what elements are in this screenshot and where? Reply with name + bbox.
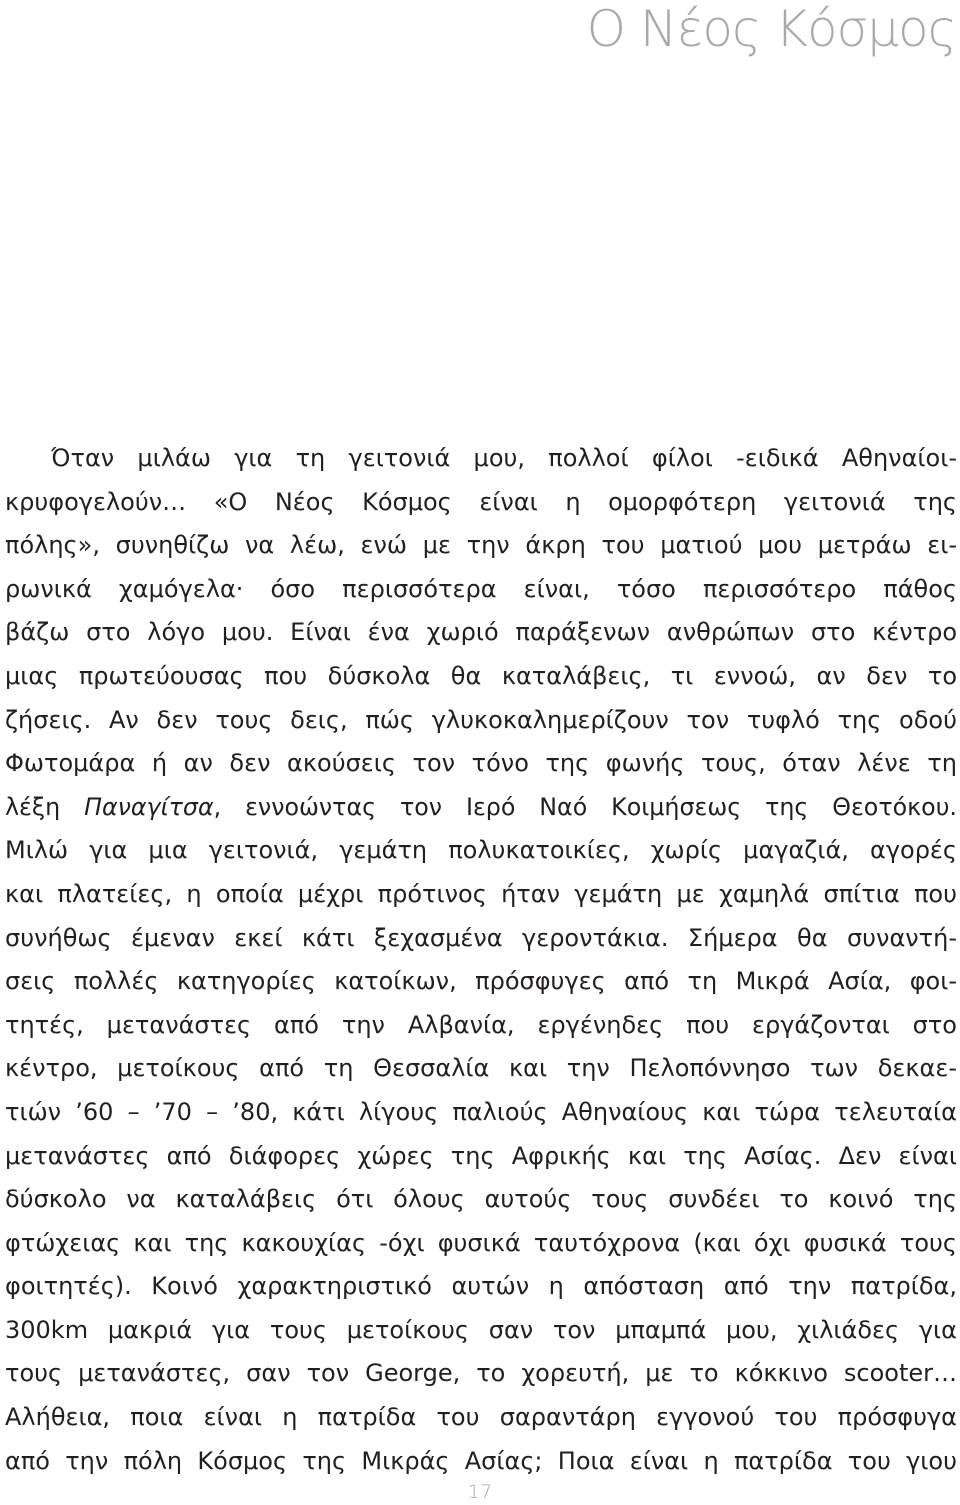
- text-line: μετανάστες από διάφορες χώρες της Αφρικής και της Ασίας. Δεν είναι: [5, 1141, 957, 1170]
- text-line: τους μετανάστες, σαν τον George, το χορευτή, με το κόκκινο scooter…: [5, 1359, 957, 1388]
- text-line: μιας πρωτεύουσας που δύσκολα θα καταλάβεις, τι εννοώ, αν δεν το: [5, 661, 957, 690]
- text-line: από την πόλη Κόσμος της Μικράς Ασίας; Ποια είναι η πατρίδα του γιου: [5, 1446, 957, 1475]
- text-line: [5, 786, 957, 830]
- text-run: , εννοώντας τον Ιερό Ναό Κοιμήσεως της Θεοτόκου.: [213, 792, 957, 821]
- text-line: 300km μακριά για τους μετοίκους σαν τον μπαμπά μου, χιλιάδες για: [5, 1315, 957, 1344]
- page-number: 17: [467, 1481, 493, 1503]
- text-line: βάζω στο λόγο μου. Είναι ένα χωριό παράξενων ανθρώπων στο κέντρο: [5, 618, 957, 647]
- text-line: συνήθως έμεναν εκεί κάτι ξεχασμένα γεροντάκια. Σήμερα θα συναντή-: [5, 923, 957, 952]
- text-line: και πλατείες, η οποία μέχρι πρότινος ήταν γεμάτη με χαμηλά σπίτια που: [5, 879, 957, 908]
- page-title: Ο Νέος Κόσμος: [586, 0, 956, 58]
- text-line: τιών ’60 – ’70 – ’80, κάτι λίγους παλιούς Αθηναίους και τώρα τελευταία: [5, 1097, 957, 1126]
- body-paragraph: [5, 437, 957, 1483]
- text-line: πόλης», συνηθίζω να λέω, ενώ με την άκρη του ματιού μου μετράω ει-: [5, 531, 957, 560]
- text-run: λέξη: [5, 792, 85, 821]
- text-line: ζήσεις. Αν δεν τους δεις, πώς γλυκοκαλημερίζουν τον τυφλό της οδού: [5, 705, 957, 734]
- text-line: τητές, μετανάστες από την Αλβανία, εργένηδες που εργάζονται στο: [5, 1010, 957, 1039]
- text-line: Φωτομάρα ή αν δεν ακούσεις τον τόνο της φωνής τους, όταν λένε τη: [5, 749, 957, 778]
- text-line: ρωνικά χαμόγελα· όσο περισσότερα είναι, τόσο περισσότερο πάθος: [5, 574, 957, 603]
- text-line: Όταν μιλάω για τη γειτονιά μου, πολλοί φίλοι -ειδικά Αθηναίοι-: [51, 444, 957, 472]
- text-line: φτώχειας και της κακουχίας -όχι φυσικά ταυτόχρονα (και όχι φυσικά τους: [5, 1228, 957, 1257]
- italic-word: Παναγίτσα: [84, 792, 214, 821]
- text-line: φοιτητές). Κοινό χαρακτηριστικό αυτών η απόσταση από την πατρίδα,: [5, 1272, 957, 1301]
- text-line: Μιλώ για μια γειτονιά, γεμάτη πολυκατοικίες, χωρίς μαγαζιά, αγορές: [5, 836, 957, 865]
- text-line: Αλήθεια, ποια είναι η πατρίδα του σαραντάρη εγγονού του πρόσφυγα: [5, 1403, 957, 1432]
- text-line: κέντρο, μετοίκους από τη Θεσσαλία και την Πελοπόννησο των δεκαε-: [5, 1054, 957, 1083]
- text-line: δύσκολο να καταλάβεις ότι όλους αυτούς τους συνδέει το κοινό της: [5, 1185, 957, 1214]
- text-line: κρυφογελούν… «Ο Νέος Κόσμος είναι η ομορφότερη γειτονιά της: [5, 487, 957, 516]
- text-line: σεις πολλές κατηγορίες κατοίκων, πρόσφυγες από τη Μικρά Ασία, φοι-: [5, 967, 957, 996]
